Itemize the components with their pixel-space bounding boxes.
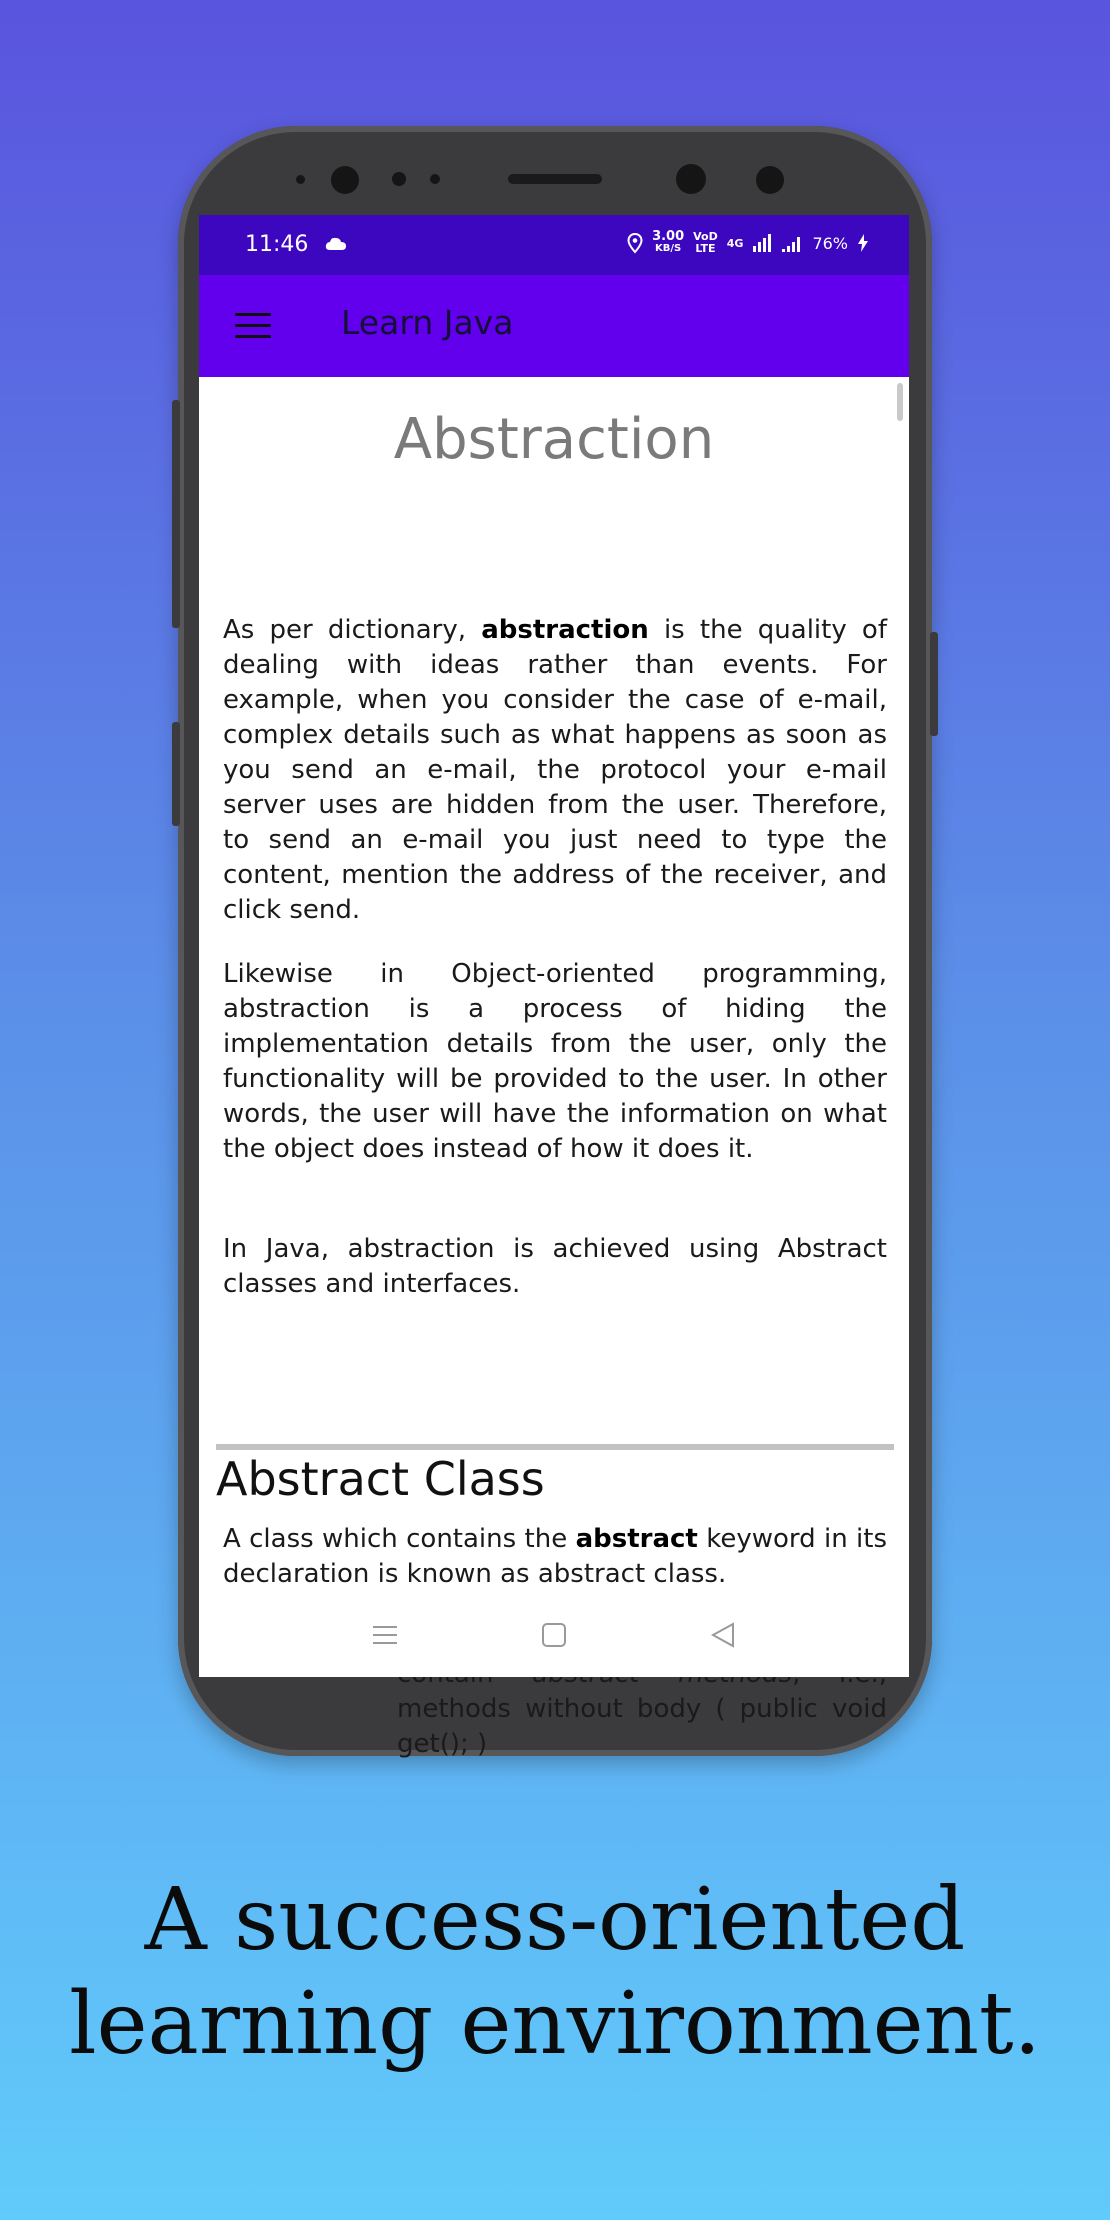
volte-indicator: [693, 231, 718, 255]
front-camera: [331, 166, 359, 194]
paragraph-java: In Java, abstraction is achieved using Abstract classes and interfaces.: [223, 1234, 887, 1299]
phone-screen: [199, 215, 909, 1759]
status-bar: [199, 215, 909, 275]
location-icon: [627, 233, 643, 253]
paragraph-text: is the quality of dealing with ideas rather than events. For example, when you consider the case of e-mail, complex details such as what happens as soon as you send an e-mail, the protocol your e-mail server uses are hidden from the user. Therefore, to send an e-mail you just need to type the content, mention the address of the receiver, and click send.: [223, 615, 887, 925]
app-title: Learn Java: [341, 303, 514, 342]
network-speed-value: 3.00: [652, 229, 685, 244]
paragraph-text: As per dictionary,: [223, 615, 482, 645]
battery-percent: 76%: [812, 233, 848, 253]
front-camera: [676, 164, 706, 194]
sensor-dot: [296, 175, 305, 184]
tagline-line-2: learning environment.: [69, 1974, 1041, 2074]
status-indicators: [627, 231, 869, 255]
network-speed: [652, 231, 684, 255]
bold-term: abstract: [575, 1524, 698, 1554]
home-nav-icon[interactable]: [540, 1621, 568, 1649]
network-speed-unit: KB/S: [654, 243, 682, 254]
sensor-dot: [392, 172, 406, 186]
charging-icon: [857, 234, 869, 252]
side-button: [172, 722, 180, 826]
signal-icon: [752, 234, 772, 252]
paragraph-oop: Likewise in Object-oriented programming, abstraction is a process of hiding the implementation details from the user, only the functionality will be provided to the user. In other words, the user will have the information on what the object does instead of how it does it.: [223, 959, 887, 1164]
promo-tagline: [0, 1868, 1110, 2076]
status-time: 11:46: [245, 232, 309, 257]
front-camera: [756, 166, 784, 194]
list-item-text: methods without body ( public void get(); ): [397, 1694, 887, 1759]
paragraph-text: keyword in its declaration is known as abstract class.: [223, 1524, 887, 1589]
tagline-line-1: A success-oriented: [144, 1870, 966, 1970]
section-divider: [216, 1444, 894, 1450]
page-title: Abstraction: [393, 407, 715, 472]
earpiece-speaker: [508, 174, 602, 184]
section-title: Abstract Class: [216, 1452, 545, 1506]
bold-term: abstraction: [481, 615, 649, 645]
paragraph-abstract-class: [223, 1522, 887, 1592]
paragraph-intro: [223, 613, 887, 928]
volte-top-label: VoD: [693, 230, 718, 243]
system-nav-bar: [199, 1595, 909, 1677]
back-nav-icon[interactable]: [709, 1621, 737, 1649]
recents-nav-icon[interactable]: [371, 1621, 399, 1649]
signal-icon: [781, 234, 803, 252]
cloud-icon: [325, 237, 347, 251]
network-type: 4G: [726, 236, 744, 250]
paragraph-text: A class which contains the: [223, 1524, 576, 1554]
sensor-dot: [430, 174, 440, 184]
app-bar: [199, 275, 909, 377]
power-button: [930, 632, 938, 736]
volume-button: [172, 400, 180, 628]
volte-bottom-label: LTE: [695, 242, 716, 255]
hamburger-menu-icon[interactable]: [235, 313, 271, 339]
lesson-content[interactable]: [199, 377, 909, 1759]
